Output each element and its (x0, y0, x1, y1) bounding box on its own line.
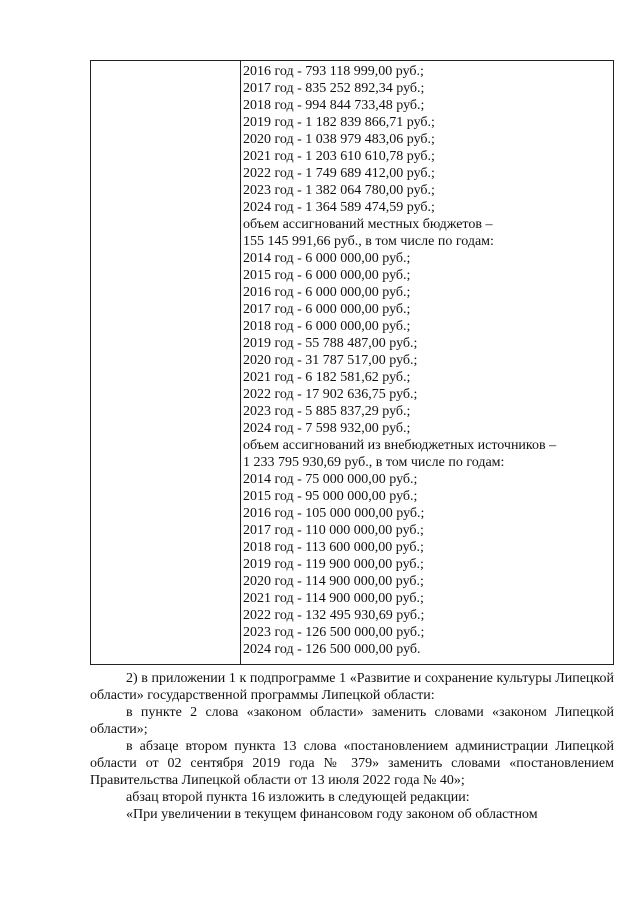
table-line: 2023 год - 126 500 000,00 руб.; (243, 625, 425, 640)
table-line: 2024 год - 7 598 932,00 руб.; (243, 421, 411, 436)
table-line: 2022 год - 132 495 930,69 руб.; (243, 608, 425, 623)
table-line: 2015 год - 95 000 000,00 руб.; (243, 489, 418, 504)
table-line: 2017 год - 110 000 000,00 руб.; (243, 523, 424, 538)
table-line: 2021 год - 114 900 000,00 руб.; (243, 591, 424, 606)
table-line: 2020 год - 1 038 979 483,06 руб.; (243, 132, 435, 147)
table-line: 2016 год - 105 000 000,00 руб.; (243, 506, 425, 521)
table-line: 2017 год - 835 252 892,34 руб.; (243, 81, 425, 96)
table-line: 2020 год - 114 900 000,00 руб.; (243, 574, 424, 589)
paragraph: абзац второй пункта 16 изложить в следующей редакции: (126, 790, 470, 805)
paragraph: в абзаце втором пункта 13 слова «постановлением администрации Липецкой области от 02 сентября 2019 года № 379» заменить словами «постановлением Правительства Липецкой области от 13 июля 2022 года № 40»; (90, 739, 614, 788)
table-line: объем ассигнований местных бюджетов – (243, 217, 493, 232)
paragraph: 2) в приложении 1 к подпрограмме 1 «Развитие и сохранение культуры Липецкой области» государственной программы Липецкой области: (90, 671, 614, 703)
table-line: 2019 год - 55 788 487,00 руб.; (243, 336, 418, 351)
table-line: 2018 год - 6 000 000,00 руб.; (243, 319, 411, 334)
table-line: 2019 год - 1 182 839 866,71 руб.; (243, 115, 435, 130)
paragraph: «При увеличении в текущем финансовом году законом об областном (126, 807, 538, 822)
table-line: 2021 год - 6 182 581,62 руб.; (243, 370, 411, 385)
table-line: 2016 год - 793 118 999,00 руб.; (243, 64, 424, 79)
table-line: 2021 год - 1 203 610 610,78 руб.; (243, 149, 435, 164)
table-line: объем ассигнований из внебюджетных источников – (243, 438, 557, 453)
table-line: 2024 год - 126 500 000,00 руб. (243, 642, 421, 657)
paragraph: в пункте 2 слова «законом области» заменить словами «законом Липецкой области»; (90, 705, 614, 737)
table-line: 2018 год - 994 844 733,48 руб.; (243, 98, 425, 113)
table-line: 2024 год - 1 364 589 474,59 руб.; (243, 200, 435, 215)
table-line: 2023 год - 1 382 064 780,00 руб.; (243, 183, 435, 198)
funding-table (90, 60, 614, 665)
table-line: 2020 год - 31 787 517,00 руб.; (243, 353, 418, 368)
table-line: 2018 год - 113 600 000,00 руб.; (243, 540, 424, 555)
table-line: 2022 год - 17 902 636,75 руб.; (243, 387, 418, 402)
table-line: 2016 год - 6 000 000,00 руб.; (243, 285, 411, 300)
table-line: 2014 год - 75 000 000,00 руб.; (243, 472, 418, 487)
table-line: 2019 год - 119 900 000,00 руб.; (243, 557, 424, 572)
table-line: 2014 год - 6 000 000,00 руб.; (243, 251, 411, 266)
table-line: 155 145 991,66 руб., в том числе по годам: (243, 234, 494, 249)
table-line: 2023 год - 5 885 837,29 руб.; (243, 404, 411, 419)
table-line: 2017 год - 6 000 000,00 руб.; (243, 302, 411, 317)
table-line: 1 233 795 930,69 руб., в том числе по годам: (243, 455, 505, 470)
table-line: 2015 год - 6 000 000,00 руб.; (243, 268, 411, 283)
table-right-cell (243, 63, 609, 658)
table-column-divider (240, 61, 241, 664)
table-line: 2022 год - 1 749 689 412,00 руб.; (243, 166, 435, 181)
body-text (90, 670, 614, 823)
